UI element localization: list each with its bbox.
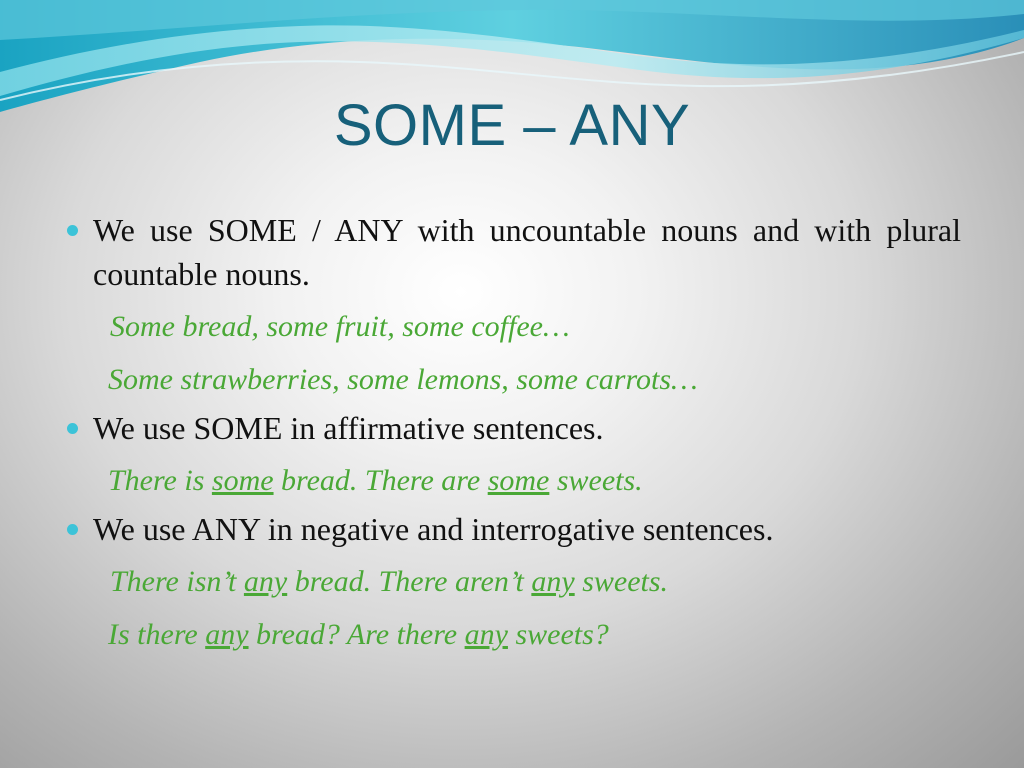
bullet-dot-icon [67,524,78,535]
bullet-text: We use ANY in negative and interrogative sentences. [93,511,774,547]
example-line [64,454,961,507]
bullet-item [64,208,961,296]
example-line [64,608,961,661]
example-underlined-word: any [531,565,575,598]
example-line [64,555,961,608]
slide-content [64,208,961,661]
example-text: There isn’t [110,565,244,598]
bullet-item [64,406,961,450]
example-line: Some strawberries, some lemons, some carrots… [108,363,698,396]
bullet-text: We use SOME in affirmative sentences. [93,410,604,446]
example-line: Some bread, some fruit, some coffee… [110,310,570,343]
example-text: bread. There aren’t [287,565,532,598]
bullet-text: We use SOME / ANY with uncountable nouns and with plural countable nouns. [93,212,961,292]
example-text: bread? Are there [248,618,465,651]
example-text: sweets? [507,618,609,651]
example-underlined-word: any [243,565,288,598]
example-text: There is [108,464,212,497]
bullet-item [64,507,961,551]
example-underlined-word: any [464,618,508,651]
bullet-dot-icon [67,225,78,236]
example-text: bread. There are [273,464,488,497]
bullet-dot-icon [67,423,78,434]
example-text: sweets. [549,464,643,497]
example-underlined-word: some [487,464,550,497]
example-text: sweets. [574,565,669,598]
example-text: Is there [108,618,206,651]
slide-title: SOME – ANY [333,93,691,158]
example-underlined-word: any [205,618,249,651]
example-underlined-word: some [211,464,274,497]
